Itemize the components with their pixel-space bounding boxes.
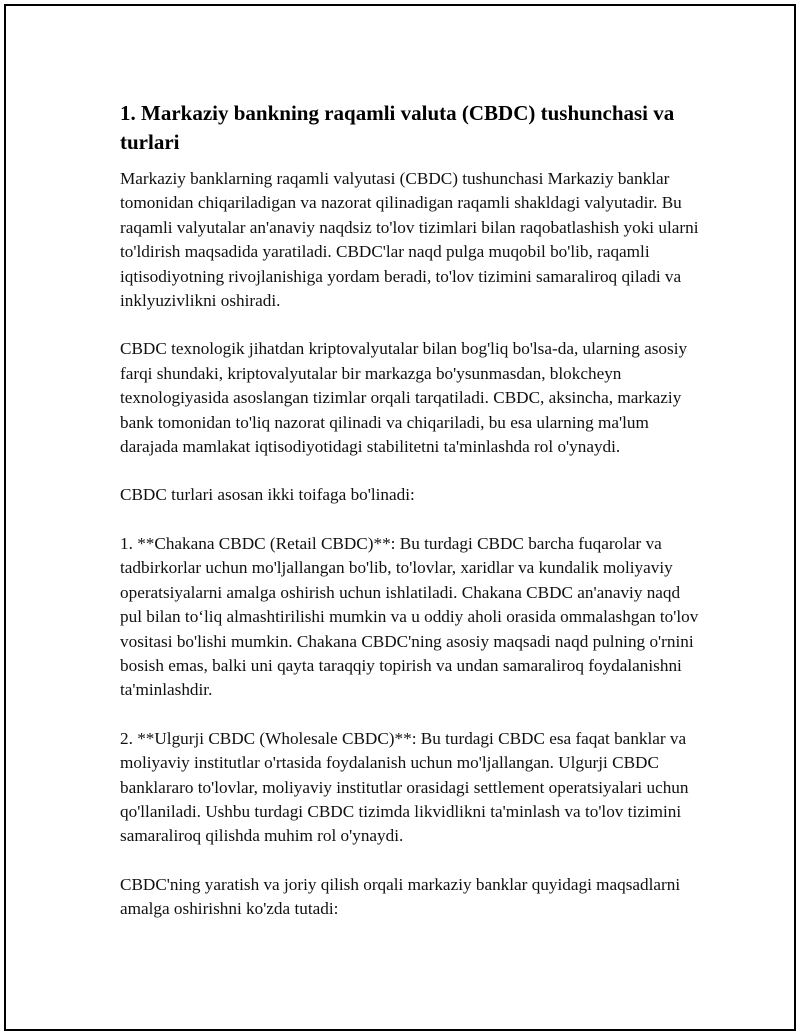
document-body — [120, 99, 700, 946]
paragraph-retail-cbdc: 1. **Chakana CBDC (Retail CBDC)**: Bu turdagi CBDC barcha fuqarolar va tadbirkorlar uchun mo'ljallangan bo'lib, to'lovlar, xaridlar va kundalik moliyaviy operatsiyalarni amalga oshirish uchun ishlatiladi. Chakana CBDC an'anaviy naqd pul bilan to‘liq almashtirilishi mumkin va u oddiy aholi orasida ommalashgan to'lov vositasi bo'lishi mumkin. Chakana CBDC'ning asosiy maqsadi naqd pulning o'rnini bosish emas, balki uni qayta taraqqiy topirish va undan samaraliroq foydalanishni ta'minlashdir. — [120, 533, 699, 700]
paragraph-cbdc-vs-crypto: CBDC texnologik jihatdan kriptovalyutalar bilan bog'liq bo'lsa-da, ularning asosiy farqi shundaki, kriptovalyutalar bir markazga bo'ysunmasdan, blokcheyn texnologiyasida asoslangan tizimlar orqali tarqatiladi. CBDC, aksincha, markaziy bank tomonidan to'liq nazorat qilinadi va chiqariladi, bu esa ularning ma'lum darajada mamlakat iqtisodiyotidagi stabilitetni ta'minlashda rol o'ynaydi. — [120, 339, 688, 457]
paragraph-cbdc-definition: Markaziy banklarning raqamli valyutasi (CBDC) tushunchasi Markaziy banklar tomonidan chiqariladigan va nazorat qilinadigan raqamli shakldagi valyutadir. Bu raqamli valyutalar an'anaviy naqdsiz to'lov tizimlari bilan raqobatlashish yoki ularni to'ldirish maqsadida yaratiladi. CBDC'lar naqd pulga muqobil bo'lib, raqamli iqtisodiyotning rivojlanishiga yordam beradi, to'lov tizimini samaraliroq qiladi va inklyuzivlikni oshiradi. — [120, 169, 699, 311]
page-frame — [4, 4, 796, 1031]
paragraph-cbdc-types-intro: CBDC turlari asosan ikki toifaga bo'linadi: — [120, 485, 415, 505]
paragraph-wholesale-cbdc: 2. **Ulgurji CBDC (Wholesale CBDC)**: Bu turdagi CBDC esa faqat banklar va moliyaviy institutlar o'rtasida foydalanish uchun mo'ljallangan. Ulgurji CBDC banklararo to'lovlar, moliyaviy institutlar orasidagi settlement operatsiyalari uchun qo'llaniladi. Ushbu turdagi CBDC tizimda likvidlikni ta'minlash va to'lov tizimini samaraliroq qilishda muhim rol o'ynaydi. — [120, 728, 689, 846]
paragraph-cbdc-goals-intro: CBDC'ning yaratish va joriy qilish orqali markaziy banklar quyidagi maqsadlarni amalga oshirishni ko'zda tutadi: — [120, 874, 681, 919]
section-heading: 1. Markaziy bankning raqamli valuta (CBDC) tushunchasi va turlari — [120, 101, 675, 154]
